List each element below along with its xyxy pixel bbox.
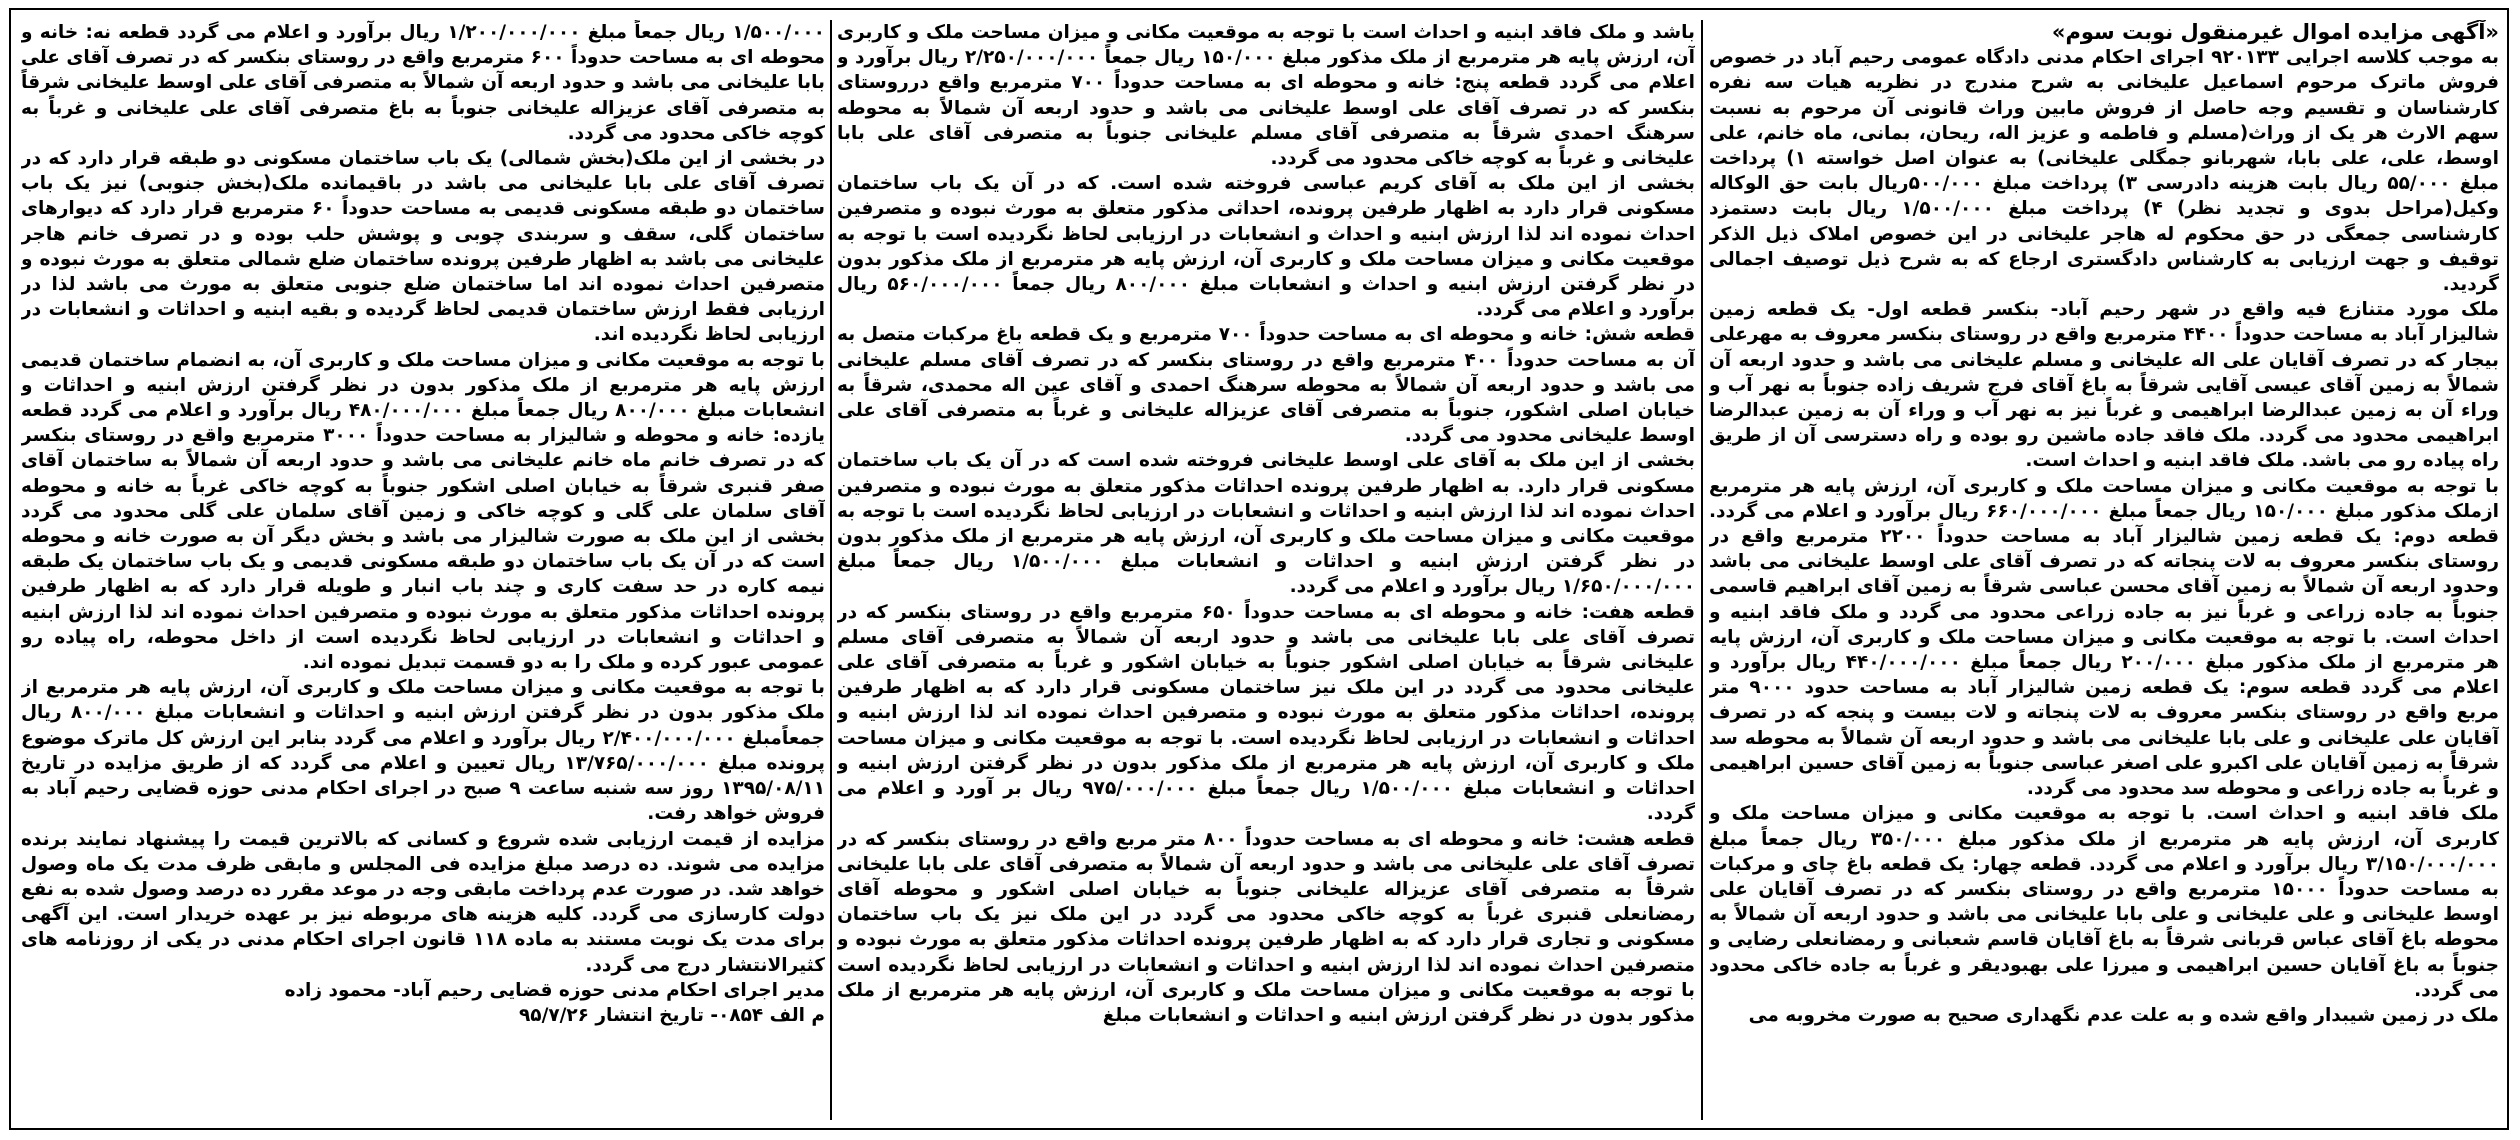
- paragraph: قطعه شش: خانه و محوطه ای به مساحت حدوداً ۷۰۰ مترمربع و یک قطعه باغ مرکبات متصل به آن به مساحت حدوداً ۴۰۰ مترمربع واقع در روستای بنکسر که در تصرف آقای مسلم علیخانی می باشد و حدود اربعه آن شمالاً به محوطه سرهنگ احمدی و آقای عین اله محمدی، شرقاً به خیابان اصلی اشکور، جنوباً به متصرفی آقای عزیزاله علیخانی و غرباً به متصرفی آقای علی اوسط علیخانی محدود می گردد.: [837, 324, 1695, 447]
- paragraph: بخشی از این ملک به آقای علی اوسط علیخانی فروخته شده است که در آن یک باب ساختمان مسکونی قرار دارد. به اظهار طرفین پرونده احداثات مذکور متعلق به مورث نبوده و متصرفین احداث نموده اند لذا ارزش ابنیه و احداثات و انشعابات در ارزیابی لحاظ نگردیده است با توجه به موقعیت مکانی و میزان مساحت ملک و کاربری آن، ارزش پایه هر مترمربع از ملک مذکور بدون در نظر گرفتن ارزش ابنیه و احداثات و انشعابات مبلغ ۱/۵۰۰/۰۰۰ ریال جمعاً مبلغ ۱/۶۵۰/۰۰۰/۰۰۰ ریال برآورد و اعلام می گردد.: [837, 450, 1695, 598]
- auction-notice: [9, 8, 2509, 1130]
- column-divider: [830, 20, 832, 1120]
- paragraph: ملک فاقد ابنیه و احداث است. با توجه به موقعیت مکانی و میزان مساحت ملک و کاربری آن، ارزش پایه هر مترمربع از ملک مذکور مبلغ ۳۵۰/۰۰۰ ریال جمعاً مبلغ ۳/۱۵۰/۰۰۰/۰۰۰ ریال برآورد و اعلام می گردد. قطعه چهار: یک قطعه باغ چای و مرکبات به مساحت حدوداً ۱۵۰۰۰ مترمربع واقع در روستای بنکسر که در تصرف آقایان علی اوسط علیخانی و علی علیخانی و علی بابا علیخانی می باشد و حدود اربعه آن شمالاً به محوطه باغ آقای عباس قربانی شرقاً به باغ آقایان قاسم شعبانی و رمضانعلی رضایی و جنوباً به باغ آقایان حسین ابراهیمی و میرزا علی بهبودیقر و غرباً به جاده خاکی محدود می گردد.: [1709, 803, 2499, 1001]
- paragraph: ملک در زمین شیبدار واقع شده و به علت عدم نگهداری صحیح به صورت مخروبه می: [1748, 1004, 2499, 1026]
- paragraph: ۱/۵۰۰/۰۰۰ ریال جمعاً مبلغ ۱/۲۰۰/۰۰۰/۰۰۰ ریال برآورد و اعلام می گردد قطعه نه: خانه و محوطه ای به مساحت حدوداً ۶۰۰ مترمربع واقع در روستای بنکسر که در تصرف آقای علی بابا علیخانی می باشد و حدود اربعه آن شمالاً به متصرفی آقای علی اوسط علیخانی شرقاً به متصرفی آقای عزیزاله علیخانی جنوباً به باغ متصرفی آقای علی علیخانی و غرباً به کوچه خاکی محدود می گردد.: [21, 22, 825, 144]
- paragraph: با توجه به موقعیت مکانی و میزان مساحت ملک و کاربری آن، ارزش پایه هر مترمربع ازملک مذکور مبلغ ۱۵۰/۰۰۰ ریال جمعاً مبلغ ۶۶۰/۰۰۰/۰۰۰ ریال برآورد و اعلام می گردد. قطعه دوم: یک قطعه زمین شالیزار آباد به مساحت حدوداً ۲۲۰۰ مترمربع واقع در روستای بنکسر معروف به لات پنجاته که در تصرف آقای علی اوسط علیخانی می باشد وحدود اربعه آن شمالاً به زمین آقای محسن عباسی شرقاً به زمین آقای ابراهیم قاسمی جنوباً به جاده زراعی و غرباً نیز به جاده زراعی محدود می گردد و ملک فاقد ابنیه و احداث است. با توجه به موقعیت مکانی و میزان مساحت ملک و کاربری آن، ارزش پایه هر مترمربع از ملک مذکور مبلغ ۲۰۰/۰۰۰ ریال جمعاً مبلغ ۴۴۰/۰۰۰/۰۰۰ ریال برآورد و اعلام می گردد قطعه سوم: یک قطعه زمین شالیزار آباد به مساحت حدود ۹۰۰۰ متر مربع واقع در روستای بنکسر معروف به لات پنجاته و لات بیست و پنجه که در تصرف آقایان علی علیخانی و علی بابا علیخانی می باشد و حدود اربعه آن شمالاً به محوطه سد شرقاً به زمین آقایان علی اکبرو علی اصغر عباسی جنوباً به زمین آقای حسین ابراهیمی و غرباً به جاده زراعی و محوطه سد محدود می گردد.: [1709, 475, 2499, 800]
- paragraph: به موجب کلاسه اجرایی ۹۲۰۱۳۳ اجرای احکام مدنی دادگاه عمومی رحیم آباد در خصوص فروش ماترک مرحوم اسماعیل علیخانی به شرح مندرج در نظریه هیات سه نفره کارشناسان و تقسیم وجه حاصل از فروش مابین وراث قانونی آن مرحوم به نسبت سهم الارث هر یک از وراث(مسلم و فاطمه و عزیز اله، ریحان، بمانی، ماه خانم، علی اوسط، علی، علی بابا، شهربانو جمگلی علیخانی) به عنوان اصل خواسته ۱) پرداخت مبلغ ۵۵/۰۰۰ ریال بابت هزینه دادرسی ۳) پرداخت مبلغ ۵۰۰/۰۰۰ریال بابت حق الوکاله وکیل(مراحل بدوی و تجدید نظر) ۴) پرداخت مبلغ ۱/۵۰۰/۰۰۰ ریال بابت دستمزد کارشناسی جمعگی در حق محکوم له هاجر علیخانی در این خصوص املاک ذیل الذکر توقیف و جهت ارزیابی به کارشناس دادگستری ارجاع که به شرح ذیل توصیف اجمالی گردید.: [1709, 47, 2499, 296]
- paragraph: بخشی از این ملک به آقای کریم عباسی فروخته شده است. که در آن یک باب ساختمان مسکونی قرار دارد به اظهار طرفین پرونده، احداثی مذکور متعلق به مورث نبوده و متصرفین احداث نموده اند لذا ارزش ابنیه و احداث و انشعابات در ارزیابی لحاظ نگردیده است با توجه به موقعیت مکانی و میزان مساحت ملک و کاربری آن، ارزش پایه هر مترمربع از ملک مذکور بدون در نظر گرفتن ارزش ابنیه و احداث و انشعابات مبلغ ۸۰۰/۰۰۰ ریال جمعاً ۵۶۰/۰۰۰/۰۰۰ ریال برآورد و اعلام می گردد.: [837, 173, 1695, 321]
- signature-line: مدیر اجرای احکام مدنی حوزه قضایی رحیم آباد- محمود زاده: [284, 979, 825, 1001]
- notice-column-3: [21, 20, 825, 1124]
- paragraph: باشد و ملک فاقد ابنیه و احداث است با توجه به موقعیت مکانی و میزان مساحت ملک و کاربری آن، ارزش پایه هر مترمربع از ملک مذکور مبلغ ۱۵۰/۰۰۰ ریال جمعاً ۲/۲۵۰/۰۰۰/۰۰۰ ریال برآورد و اعلام می گردد قطعه پنج: خانه و محوطه ای به مساحت حدوداً ۷۰۰ مترمربع واقع درروستای بنکسر که در تصرف آقای علی اوسط علیخانی می باشد و حدود اربعه آن شمالاً به محوطه سرهنگ احمدی شرقاً به متصرفی آقای مسلم علیخانی جنوباً به متصرفی آقای علی بابا علیخانی و غرباً به کوچه خاکی محدود می گردد.: [837, 22, 1695, 170]
- paragraph: مزایده از قیمت ارزیابی شده شروع و کسانی که بالاترین قیمت را پیشنهاد نمایند برنده مزایده می شوند. ده درصد مبلغ مزایده فی المجلس و مابقی ظرف مدت یک ماه وصول خواهد شد. در صورت عدم پرداخت مابقی وجه در موعد مقرر ده درصد وصول شده به نفع دولت کارسازی می گردد. کلیه هزینه های مربوطه نیز بر عهده خریدار است. این آگهی برای مدت یک نوبت مستند به ماده ۱۱۸ قانون اجرای احکام مدنی در یکی از روزنامه های کثیرالانتشار درج می گردد.: [21, 828, 825, 976]
- paragraph: ملک مورد متنازع فیه واقع در شهر رحیم آباد- بنکسر قطعه اول- یک قطعه زمین شالیزار آباد به مساحت حدوداً ۴۴۰۰ مترمربع واقع در روستای بنکسر معروف به مهرعلی بیجار که در تصرف آقایان علی اله علیخانی و مسلم علیخانی می باشد و حدود اربعه آن شمالاً به زمین آقای عیسی آقایی شرقاً به باغ آقای فرج شریف زاده جنوباً به نهر آب و وراء آن به زمین عبدالرضا ابراهیمی و غرباً نیز به نهر آب و وراء آن به زمین عبدالرضا ابراهیمی محدود می گردد. ملک فاقد جاده ماشین رو بوده و راه دسترسی آن از طریق راه پیاده رو می باشد. ملک فاقد ابنیه و احداث است.: [1709, 299, 2499, 472]
- paragraph: قطعه هشت: خانه و محوطه ای به مساحت حدوداً ۸۰۰ متر مربع واقع در روستای بنکسر که در تصرف آقای علی علیخانی می باشد و حدود اربعه آن شمالاً به متصرفی آقای علی بابا علیخانی شرقاً به متصرفی آقای عزیزاله علیخانی جنوباً به خیابان اصلی اشکور و محوطه آقای رمضانعلی قنبری غرباً به کوچه خاکی محدود می گردد در این ملک نیز یک باب ساختمان مسکونی و تجاری قرار دارد که به اظهار طرفین پرونده احداثات مذکور متعلق به مورث نبوده و متصرفین احداث نموده اند لذا ارزش ابنیه و احداثات و انشعابات در ارزیابی لحاظ نگردیده است با توجه به موقعیت مکانی و میزان مساحت ملک و کاربری آن، ارزش پایه هر مترمربع از ملک مذکور بدون در نظر گرفتن ارزش ابنیه و احداثات و انشعابات مبلغ: [837, 828, 1695, 1026]
- notice-column-1: [1709, 20, 2499, 1124]
- paragraph: قطعه هفت: خانه و محوطه ای به مساحت حدوداً ۶۵۰ مترمربع واقع در روستای بنکسر که در تصرف آقای علی بابا علیخانی می باشد و حدود اربعه آن شمالاً به متصرفی آقای مسلم علیخانی شرقاً به خیابان اصلی اشکور جنوباً به خیابان اشکور و غرباً به متصرفی آقای علی علیخانی محدود می گردد در این ملک نیز ساختمان مسکونی قرار دارد که به اظهار طرفین پرونده، احداثات مذکور متعلق به مورث نبوده و متصرفین احداث نموده اند لذا ارزش ابنیه و احداثات و انشعابات در ارزیابی لحاظ نگردیده است. با توجه به موقعیت مکانی و میزان مساحت ملک و کاربری آن، ارزش پایه هر مترمربع از ملک مذکور بدون در نظر گرفتن ارزش ابنیه و احداثات و انشعابات مبلغ ۱/۵۰۰/۰۰۰ ریال جمعاً مبلغ ۹۷۵/۰۰۰/۰۰۰ ریال بر آورد و اعلام می گردد.: [837, 601, 1695, 825]
- notice-title: «آگهی مزایده اموال غیرمنقول نوبت سوم»: [2051, 20, 2499, 44]
- publication-line: م الف ۰۸۵۴- تاریخ انتشار ۹۵/۷/۲۶: [518, 1004, 825, 1026]
- paragraph: با توجه به موقعیت مکانی و میزان مساحت ملک و کاربری آن، به انضمام ساختمان قدیمی ارزش پایه هر مترمربع از ملک مذکور بدون در نظر گرفتن ارزش ابنیه و احداثات و انشعابات مبلغ ۸۰۰/۰۰۰ ریال جمعاً مبلغ ۴۸۰/۰۰۰/۰۰۰ ریال برآورد و اعلام می گردد قطعه یازده: خانه و محوطه و شالیزار به مساحت حدوداً ۳۰۰۰ مترمربع واقع در روستای بنکسر که در تصرف خانم ماه خانم علیخانی می باشد و حدود اربعه آن شمالاً به ساختمان آقای صفر قنبری شرقاً به خیابان اصلی اشکور جنوباً به کوچه خاکی غرباً به خانه و محوطه آقای سلمان علی گلی و کوچه خاکی و زمین آقای سلمان علی گلی محدود می گردد بخشی از این ملک به صورت شالیزار می باشد و بخش دیگر آن به صورت خانه و محوطه است که در آن یک باب ساختمان دو طبقه مسکونی قدیمی و یک باب ساختمان یک طبقه نیمه کاره در حد سفت کاری و چند باب انبار و طویله قرار دارد که به اظهار طرفین پرونده احداثات مذکور متعلق به مورث نبوده و متصرفین احداث نموده اند لذا ارزش ابنیه و احداثات و انشعابات در ارزیابی لحاظ نگردیده است از داخل محوطه، راه پیاده رو عمومی عبور کرده و ملک را به دو قسمت تبدیل نموده اند.: [21, 349, 825, 674]
- paragraph: در بخشی از این ملک(بخش شمالی) یک باب ساختمان مسکونی دو طبقه قرار دارد که در تصرف آقای علی بابا علیخانی می باشد در باقیمانده ملک(بخش جنوبی) نیز یک باب ساختمان دو طبقه مسکونی قدیمی به مساحت حدوداً ۶۰ مترمربع قرار دارد که دیوارهای ساختمان گلی، سقف و سربندی چوبی و پوشش حلب بوده و در تصرف خانم هاجر علیخانی می باشد به اظهار طرفین پرونده ساختمان ضلع شمالی متعلق به مورث نبوده و متصرفین احداث نموده اند اما ساختمان ضلع جنوبی متعلق به مورث می باشد لذا در ارزیابی فقط ارزش ساختمان قدیمی لحاظ گردیده و بقیه ابنیه و احداثات و انشعابات در ارزیابی لحاظ نگردیده اند.: [21, 148, 825, 346]
- paragraph: با توجه به موقعیت مکانی و میزان مساحت ملک و کاربری آن، ارزش پایه هر مترمربع از ملک مذکور بدون در نظر گرفتن ارزش ابنیه و احداثات و انشعابات مبلغ ۸۰۰/۰۰۰ ریال جمعاًمبلغ ۲/۴۰۰/۰۰۰/۰۰۰ ریال برآورد و اعلام می گردد بنابر این ارزش کل ماترک موضوع پرونده مبلغ ۱۳/۷۶۵/۰۰۰/۰۰۰ ریال تعیین و اعلام می گردد که از طریق مزایده در تاریخ ۱۳۹۵/۰۸/۱۱ روز سه شنبه ساعت ۹ صبح در اجرای احکام مدنی حوزه قضایی رحیم آباد به فروش خواهد رفت.: [21, 677, 825, 825]
- column-divider: [1701, 20, 1703, 1120]
- notice-column-2: [837, 20, 1695, 1124]
